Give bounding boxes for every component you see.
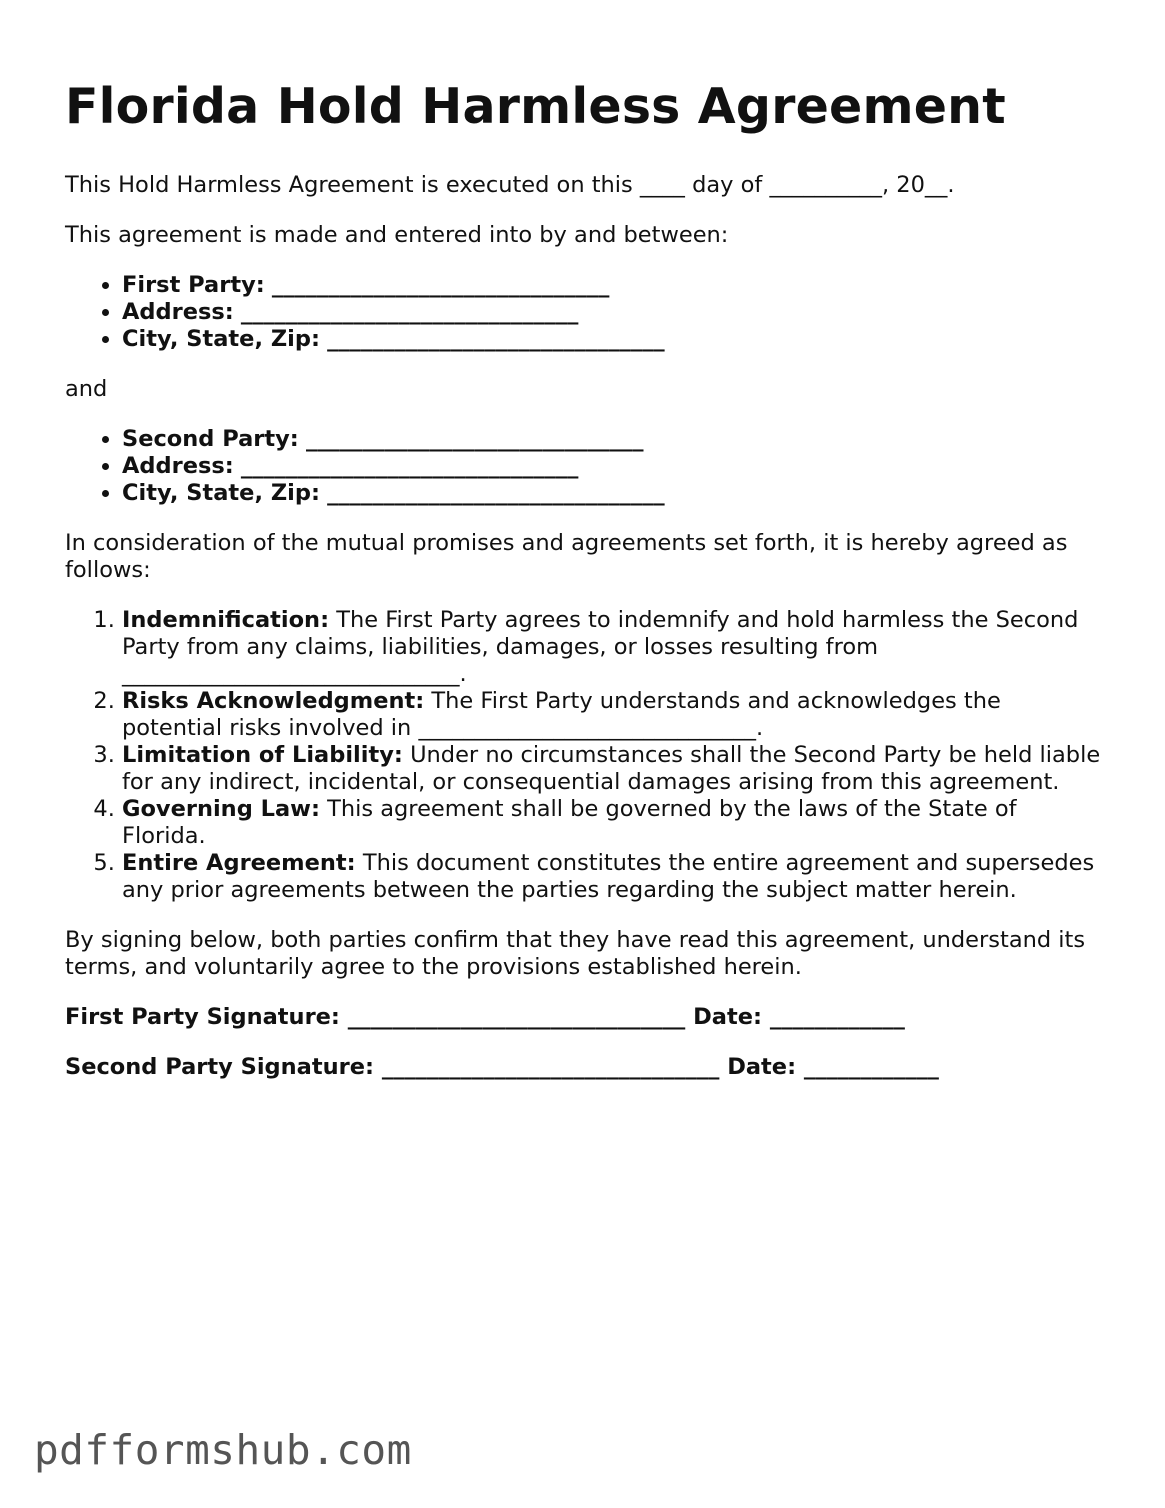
intro-paragraph: This Hold Harmless Agreement is executed on this ____ day of __________, 20__.	[65, 172, 955, 198]
clauses-list	[65, 607, 1103, 904]
date-blank: ____________	[769, 1004, 905, 1030]
blank-line: ______________________________	[240, 453, 579, 479]
clause-title: Governing Law:	[122, 796, 320, 822]
clause-text: This agreement shall be governed by the laws of the State of Florida.	[122, 796, 1017, 849]
clause-title: Risks Acknowledgment:	[122, 688, 425, 714]
second-party-list	[65, 426, 1103, 507]
document-title: Florida Hold Harmless Agreement	[65, 78, 1006, 135]
clause-text: Under no circumstances shall the Second Party be held liable for any indirect, incidental, or consequential damages arising from this agreement.	[122, 742, 1101, 795]
signature-blank: ______________________________	[347, 1004, 686, 1030]
clause-text: The First Party agrees to indemnify and hold harmless the Second Party from any claims, liabilities, damages, or losses resulting from ______________________________.	[122, 607, 1079, 687]
list-item	[122, 480, 1103, 507]
list-item	[122, 272, 1103, 299]
between-paragraph: This agreement is made and entered into by and between:	[65, 222, 729, 248]
consideration-paragraph: In consideration of the mutual promises and agreements set forth, it is hereby agreed as follows:	[65, 530, 1068, 583]
first-party-list	[65, 272, 1103, 353]
date-blank: ____________	[803, 1054, 939, 1080]
clause-item	[122, 688, 1103, 742]
watermark-text: pdfformshub.com	[34, 1426, 412, 1474]
signature-label: First Party Signature:	[65, 1004, 340, 1030]
list-item	[122, 426, 1103, 453]
clause-item	[122, 850, 1103, 904]
closing-paragraph: By signing below, both parties confirm that they have read this agreement, understand its terms, and voluntarily agree to the provisions established herein.	[65, 927, 1086, 980]
signature-label: Second Party Signature:	[65, 1054, 374, 1080]
clause-item	[122, 607, 1103, 688]
clause-title: Indemnification:	[122, 607, 330, 633]
clause-title: Entire Agreement:	[122, 850, 356, 876]
blank-line: ______________________________	[271, 272, 610, 298]
field-label: City, State, Zip:	[122, 326, 320, 352]
field-label: Second Party:	[122, 426, 299, 452]
second-party-signature-line	[65, 1054, 1103, 1081]
blank-line: ______________________________	[327, 480, 665, 506]
date-label: Date:	[693, 1004, 762, 1030]
list-item	[122, 453, 1103, 480]
and-separator: and	[65, 376, 108, 402]
list-item	[122, 299, 1103, 326]
date-label: Date:	[727, 1054, 797, 1080]
clause-title: Limitation of Liability:	[122, 742, 403, 768]
field-label: Address:	[122, 453, 234, 479]
blank-line: ______________________________	[240, 299, 579, 325]
field-label: City, State, Zip:	[122, 480, 320, 506]
signature-blank: ______________________________	[381, 1054, 720, 1080]
field-label: First Party:	[122, 272, 265, 298]
first-party-signature-line	[65, 1004, 1103, 1031]
clause-item	[122, 796, 1103, 850]
clause-text: This document constitutes the entire agreement and supersedes any prior agreements between the parties regarding the subject matter herein.	[122, 850, 1095, 903]
clause-text: The First Party understands and acknowledges the potential risks involved in ______________________________.	[122, 688, 1001, 741]
clause-item	[122, 742, 1103, 796]
blank-line: ______________________________	[327, 326, 665, 352]
blank-line: ______________________________	[305, 426, 644, 452]
list-item	[122, 326, 1103, 353]
field-label: Address:	[122, 299, 234, 325]
